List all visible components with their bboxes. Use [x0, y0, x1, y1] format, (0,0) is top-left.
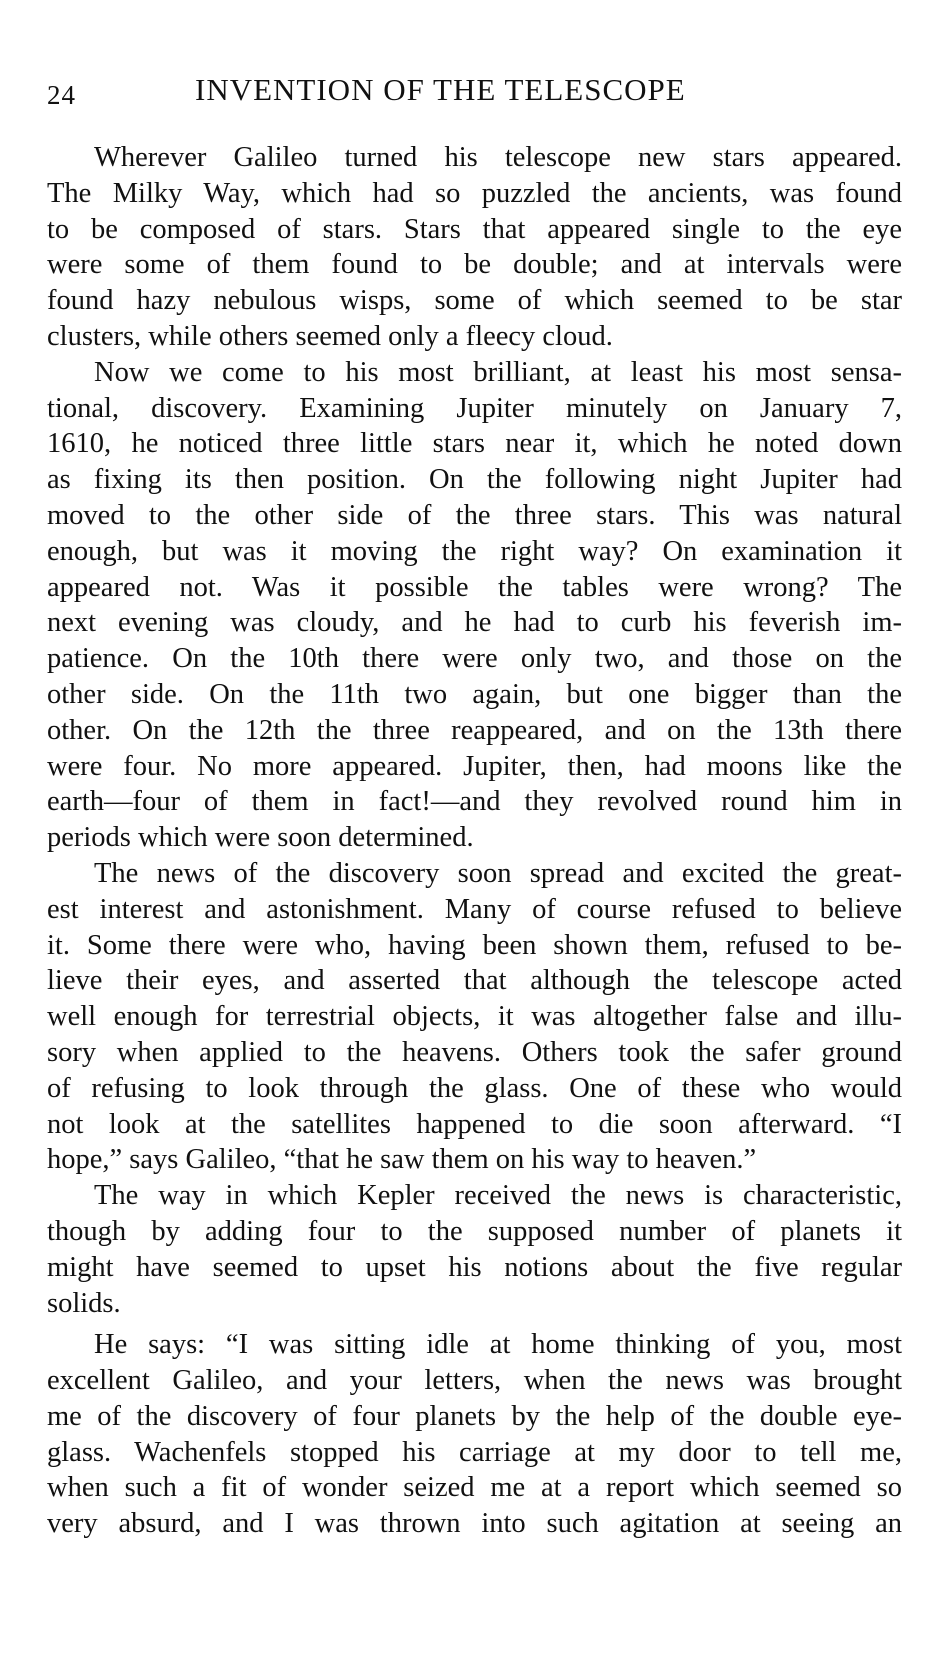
text-line: 1610, he noticed three little stars near it, which he noted down — [47, 428, 902, 460]
text-line: lieve their eyes, and asserted that although the telescope acted — [47, 965, 902, 997]
text-line: patience. On the 10th there were only two, and those on the — [47, 643, 902, 675]
text-line: tional, discovery. Examining Jupiter minutely on January 7, — [47, 392, 902, 424]
running-title: INVENTION OF THE TELESCOPE — [195, 72, 686, 107]
text-line: very absurd, and I was thrown into such agitation at seeing an — [47, 1508, 902, 1540]
text-line: other side. On the 11th two again, but one bigger than the — [47, 678, 902, 710]
text-line: The way in which Kepler received the news is characteristic, — [94, 1180, 902, 1212]
text-line: it. Some there were who, having been shown them, refused to be- — [47, 929, 902, 961]
text-line: were some of them found to be double; and at intervals were — [47, 249, 902, 281]
text-line: though by adding four to the supposed number of planets it — [47, 1215, 902, 1247]
text-line: glass. Wachenfels stopped his carriage at my door to tell me, — [47, 1436, 902, 1468]
paragraph-milky-way — [47, 140, 902, 355]
running-head — [47, 72, 902, 116]
text-line: sory when applied to the heavens. Others took the safer ground — [47, 1036, 902, 1068]
book-page — [47, 0, 902, 1667]
text-line: appeared not. Was it possible the tables were wrong? The — [47, 571, 902, 603]
text-line: to be composed of stars. Stars that appeared single to the eye — [47, 213, 902, 245]
text-line: found hazy nebulous wisps, some of which seemed to be star — [47, 285, 902, 317]
text-line: Now we come to his most brilliant, at least his most sensa- — [94, 356, 902, 388]
page-number: 24 — [47, 80, 76, 110]
text-line: were four. No more appeared. Jupiter, then, had moons like the — [47, 750, 902, 782]
paragraph-kepler — [47, 1178, 902, 1321]
text-line: Wherever Galileo turned his telescope new stars appeared. — [94, 142, 902, 173]
text-line: The news of the discovery soon spread and excited the great- — [94, 857, 902, 889]
text-line: well enough for terrestrial objects, it was altogether false and illu- — [47, 1001, 902, 1033]
text-line: moved to the other side of the three stars. This was natural — [47, 499, 902, 531]
body-text — [47, 140, 902, 1542]
text-line: solids. — [47, 1287, 121, 1319]
text-line: The Milky Way, which had so puzzled the ancients, was found — [47, 177, 902, 209]
text-line: other. On the 12th the three reappeared, and on the 13th there — [47, 714, 902, 746]
paragraph-news-spread — [47, 856, 902, 1178]
paragraph-jupiter-discovery — [47, 355, 902, 856]
text-line: periods which were soon determined. — [47, 822, 474, 854]
text-line: of refusing to look through the glass. One of these who would — [47, 1072, 902, 1104]
text-line: He says: “I was sitting idle at home thinking of you, most — [94, 1329, 902, 1361]
text-line: next evening was cloudy, and he had to curb his feverish im- — [47, 607, 902, 639]
text-line: est interest and astonishment. Many of course refused to believe — [47, 893, 902, 925]
text-line: not look at the satellites happened to die soon afterward. “I — [47, 1108, 902, 1140]
text-line: excellent Galileo, and your letters, when the news was brought — [47, 1365, 902, 1397]
text-line: hope,” says Galileo, “that he saw them on his way to heaven.” — [47, 1144, 757, 1176]
text-line: when such a fit of wonder seized me at a report which seemed so — [47, 1472, 902, 1504]
text-line: as fixing its then position. On the following night Jupiter had — [47, 464, 902, 496]
text-line: clusters, while others seemed only a fleecy cloud. — [47, 320, 613, 352]
text-line: earth—four of them in fact!—and they revolved round him in — [47, 786, 902, 818]
text-line: might have seemed to upset his notions about the five regular — [47, 1251, 902, 1283]
text-line: me of the discovery of four planets by the help of the double eye- — [47, 1400, 902, 1432]
paragraph-kepler-quote — [47, 1327, 902, 1542]
text-line: enough, but was it moving the right way? On examination it — [47, 535, 902, 567]
